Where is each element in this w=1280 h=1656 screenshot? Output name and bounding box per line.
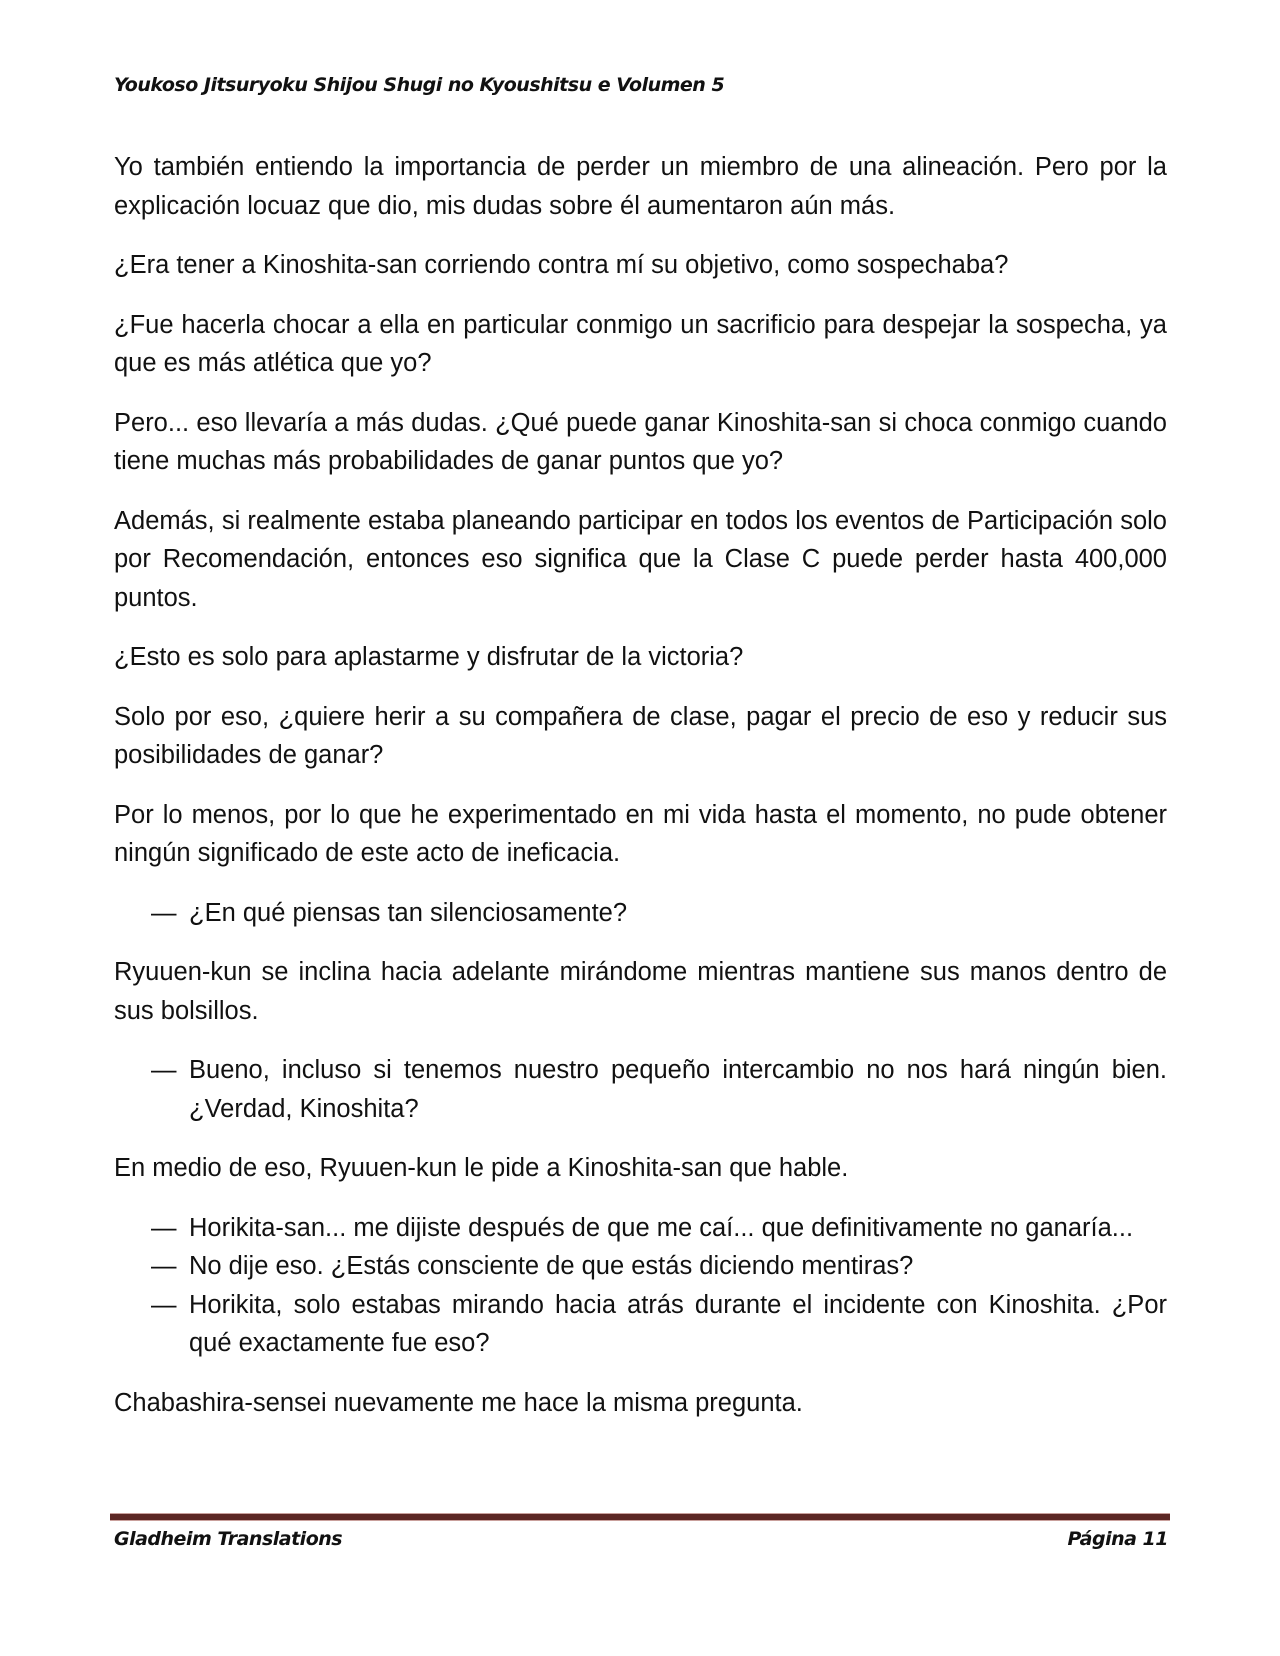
paragraph: ¿Fue hacerla chocar a ella en particular conmigo un sacrificio para despejar la sospecha, ya que es más atlética que yo? xyxy=(114,310,1167,377)
dialogue-line xyxy=(114,1286,1167,1363)
dialogue-dash: — xyxy=(151,1290,177,1319)
paragraph: Pero... eso llevaría a más dudas. ¿Qué puede ganar Kinoshita-san si choca conmigo cuando tiene muchas más probabilidades de ganar puntos que yo? xyxy=(114,408,1167,475)
dialogue-text: Horikita, solo estabas mirando hacia atrás durante el incidente con Kinoshita. ¿Por qué exactamente fue eso? xyxy=(189,1290,1167,1357)
paragraph: Solo por eso, ¿quiere herir a su compañera de clase, pagar el precio de eso y reducir sus posibilidades de ganar? xyxy=(114,702,1167,769)
paragraph: En medio de eso, Ryuuen-kun le pide a Kinoshita-san que hable. xyxy=(114,1154,849,1182)
paragraph: ¿Esto es solo para aplastarme y disfrutar de la victoria? xyxy=(114,643,744,671)
dialogue-text: Horikita-san... me dijiste después de que me caí... que definitivamente no ganaría... xyxy=(189,1213,1134,1242)
dialogue-group xyxy=(114,1051,1167,1128)
dialogue-dash: — xyxy=(151,1213,177,1242)
dialogue-group xyxy=(114,894,1167,933)
running-header: Youkoso Jitsuryoku Shijou Shugi no Kyoushitsu e Volumen 5 xyxy=(114,74,725,96)
paragraph: ¿Era tener a Kinoshita-san corriendo contra mí su objetivo, como sospechaba? xyxy=(114,251,1009,279)
dialogue-text: ¿En qué piensas tan silenciosamente? xyxy=(189,898,628,927)
dialogue-line xyxy=(114,1051,1167,1128)
dialogue-dash: — xyxy=(151,1252,177,1280)
footer-rule xyxy=(110,1513,1170,1521)
paragraph: Por lo menos, por lo que he experimentado en mi vida hasta el momento, no pude obtener ningún significado de este acto de ineficacia. xyxy=(114,800,1167,867)
paragraph: Ryuuen-kun se inclina hacia adelante mirándome mientras mantiene sus manos dentro de sus bolsillos. xyxy=(114,958,1167,1025)
dialogue-text: No dije eso. ¿Estás consciente de que estás diciendo mentiras? xyxy=(189,1252,914,1280)
dialogue-dash: — xyxy=(151,1056,177,1084)
dialogue-dash: — xyxy=(151,898,177,927)
dialogue-line xyxy=(114,1247,1167,1286)
dialogue-text: Bueno, incluso si tenemos nuestro pequeño intercambio no nos hará ningún bien. ¿Verdad, Kinoshita? xyxy=(189,1056,1167,1123)
footer-publisher: Gladheim Translations xyxy=(114,1528,343,1550)
paragraph: Yo también entiendo la importancia de perder un miembro de una alineación. Pero por la explicación locuaz que dio, mis dudas sobre él aumentaron aún más. xyxy=(114,153,1167,220)
paragraph: Además, si realmente estaba planeando participar en todos los eventos de Participación solo por Recomendación, entonces eso significa que la Clase C puede perder hasta 400,000 puntos. xyxy=(114,506,1167,612)
dialogue-line xyxy=(114,1209,1167,1248)
dialogue-line xyxy=(114,894,1167,933)
paragraph: Chabashira-sensei nuevamente me hace la misma pregunta. xyxy=(114,1388,803,1417)
page-number: Página 11 xyxy=(1067,1528,1168,1550)
page-body xyxy=(114,148,1167,1443)
dialogue-group xyxy=(114,1209,1167,1363)
